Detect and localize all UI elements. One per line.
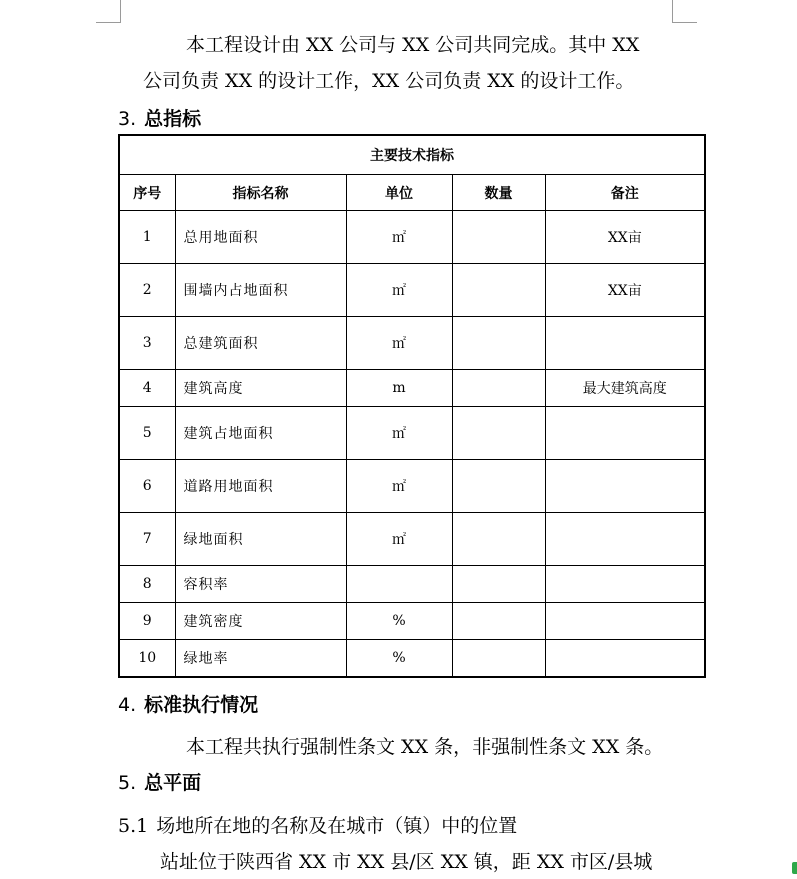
table-title: 主要技术指标 [119, 135, 705, 175]
table-row [119, 513, 705, 566]
section-number: 5.1 [118, 815, 149, 837]
row-qty [452, 370, 545, 407]
row-note [545, 640, 705, 678]
row-no: 5 [119, 407, 175, 460]
row-unit: ㎡ [346, 513, 452, 566]
row-name: 建筑密度 [175, 603, 346, 640]
section-number: 5. [118, 772, 137, 794]
section-5-1-heading [118, 813, 517, 839]
row-unit: m [346, 370, 452, 407]
section-5-heading [118, 770, 201, 796]
row-no: 1 [119, 211, 175, 264]
row-name: 道路用地面积 [175, 460, 346, 513]
row-no: 7 [119, 513, 175, 566]
section-5-1-body: 站址位于陕西省 XX 市 XX 县/区 XX 镇，距 XX 市区/县城 [160, 851, 653, 873]
section-title: 总指标 [144, 108, 202, 130]
row-note [545, 603, 705, 640]
section-4-body: 本工程共执行强制性条文 XX 条，非强制性条文 XX 条。 [186, 736, 664, 758]
row-note: XX亩 [545, 211, 705, 264]
row-note [545, 407, 705, 460]
row-name: 总用地面积 [175, 211, 346, 264]
row-note [545, 566, 705, 603]
row-qty [452, 640, 545, 678]
row-qty [452, 211, 545, 264]
table-row [119, 640, 705, 678]
table-row [119, 264, 705, 317]
table-row [119, 566, 705, 603]
row-unit [346, 566, 452, 603]
row-unit: % [346, 640, 452, 678]
column-header-qty: 数量 [452, 175, 545, 211]
row-note [545, 317, 705, 370]
table-row [119, 603, 705, 640]
edge-marker [792, 862, 797, 874]
row-note: 最大建筑高度 [545, 370, 705, 407]
row-name: 绿地率 [175, 640, 346, 678]
column-header-note: 备注 [545, 175, 705, 211]
row-name: 绿地面积 [175, 513, 346, 566]
section-title: 标准执行情况 [144, 694, 259, 716]
technical-indicators-table [118, 134, 706, 678]
row-qty [452, 566, 545, 603]
intro-line-1: 本工程设计由 XX 公司与 XX 公司共同完成。其中 XX [186, 34, 640, 56]
row-qty [452, 460, 545, 513]
row-no: 2 [119, 264, 175, 317]
column-header-no: 序号 [119, 175, 175, 211]
section-title: 场地所在地的名称及在城市（镇）中的位置 [156, 815, 518, 837]
row-name: 总建筑面积 [175, 317, 346, 370]
row-no: 4 [119, 370, 175, 407]
table-row [119, 460, 705, 513]
table-title-row [119, 135, 705, 175]
row-note [545, 513, 705, 566]
row-unit: % [346, 603, 452, 640]
row-unit: ㎡ [346, 211, 452, 264]
page-corner-mark-left [96, 0, 121, 23]
row-unit: ㎡ [346, 460, 452, 513]
column-header-unit: 单位 [346, 175, 452, 211]
column-header-name: 指标名称 [175, 175, 346, 211]
section-number: 3. [118, 108, 137, 130]
table-row [119, 370, 705, 407]
page-corner-mark-right [672, 0, 697, 23]
row-qty [452, 264, 545, 317]
row-no: 3 [119, 317, 175, 370]
row-name: 容积率 [175, 566, 346, 603]
row-unit: ㎡ [346, 264, 452, 317]
row-no: 6 [119, 460, 175, 513]
section-number: 4. [118, 694, 137, 716]
row-name: 围墙内占地面积 [175, 264, 346, 317]
row-qty [452, 317, 545, 370]
table-row [119, 317, 705, 370]
row-no: 9 [119, 603, 175, 640]
row-unit: ㎡ [346, 407, 452, 460]
section-3-heading [118, 106, 201, 132]
section-title: 总平面 [144, 772, 202, 794]
row-unit: ㎡ [346, 317, 452, 370]
row-qty [452, 407, 545, 460]
table-row [119, 211, 705, 264]
row-qty [452, 603, 545, 640]
row-note: XX亩 [545, 264, 705, 317]
section-4-heading [118, 692, 258, 718]
row-note [545, 460, 705, 513]
intro-line-2: 公司负责 XX 的设计工作，XX 公司负责 XX 的设计工作。 [143, 70, 635, 92]
table-row [119, 407, 705, 460]
row-no: 10 [119, 640, 175, 678]
row-no: 8 [119, 566, 175, 603]
row-name: 建筑占地面积 [175, 407, 346, 460]
row-qty [452, 513, 545, 566]
table-header-row [119, 175, 705, 211]
row-name: 建筑高度 [175, 370, 346, 407]
